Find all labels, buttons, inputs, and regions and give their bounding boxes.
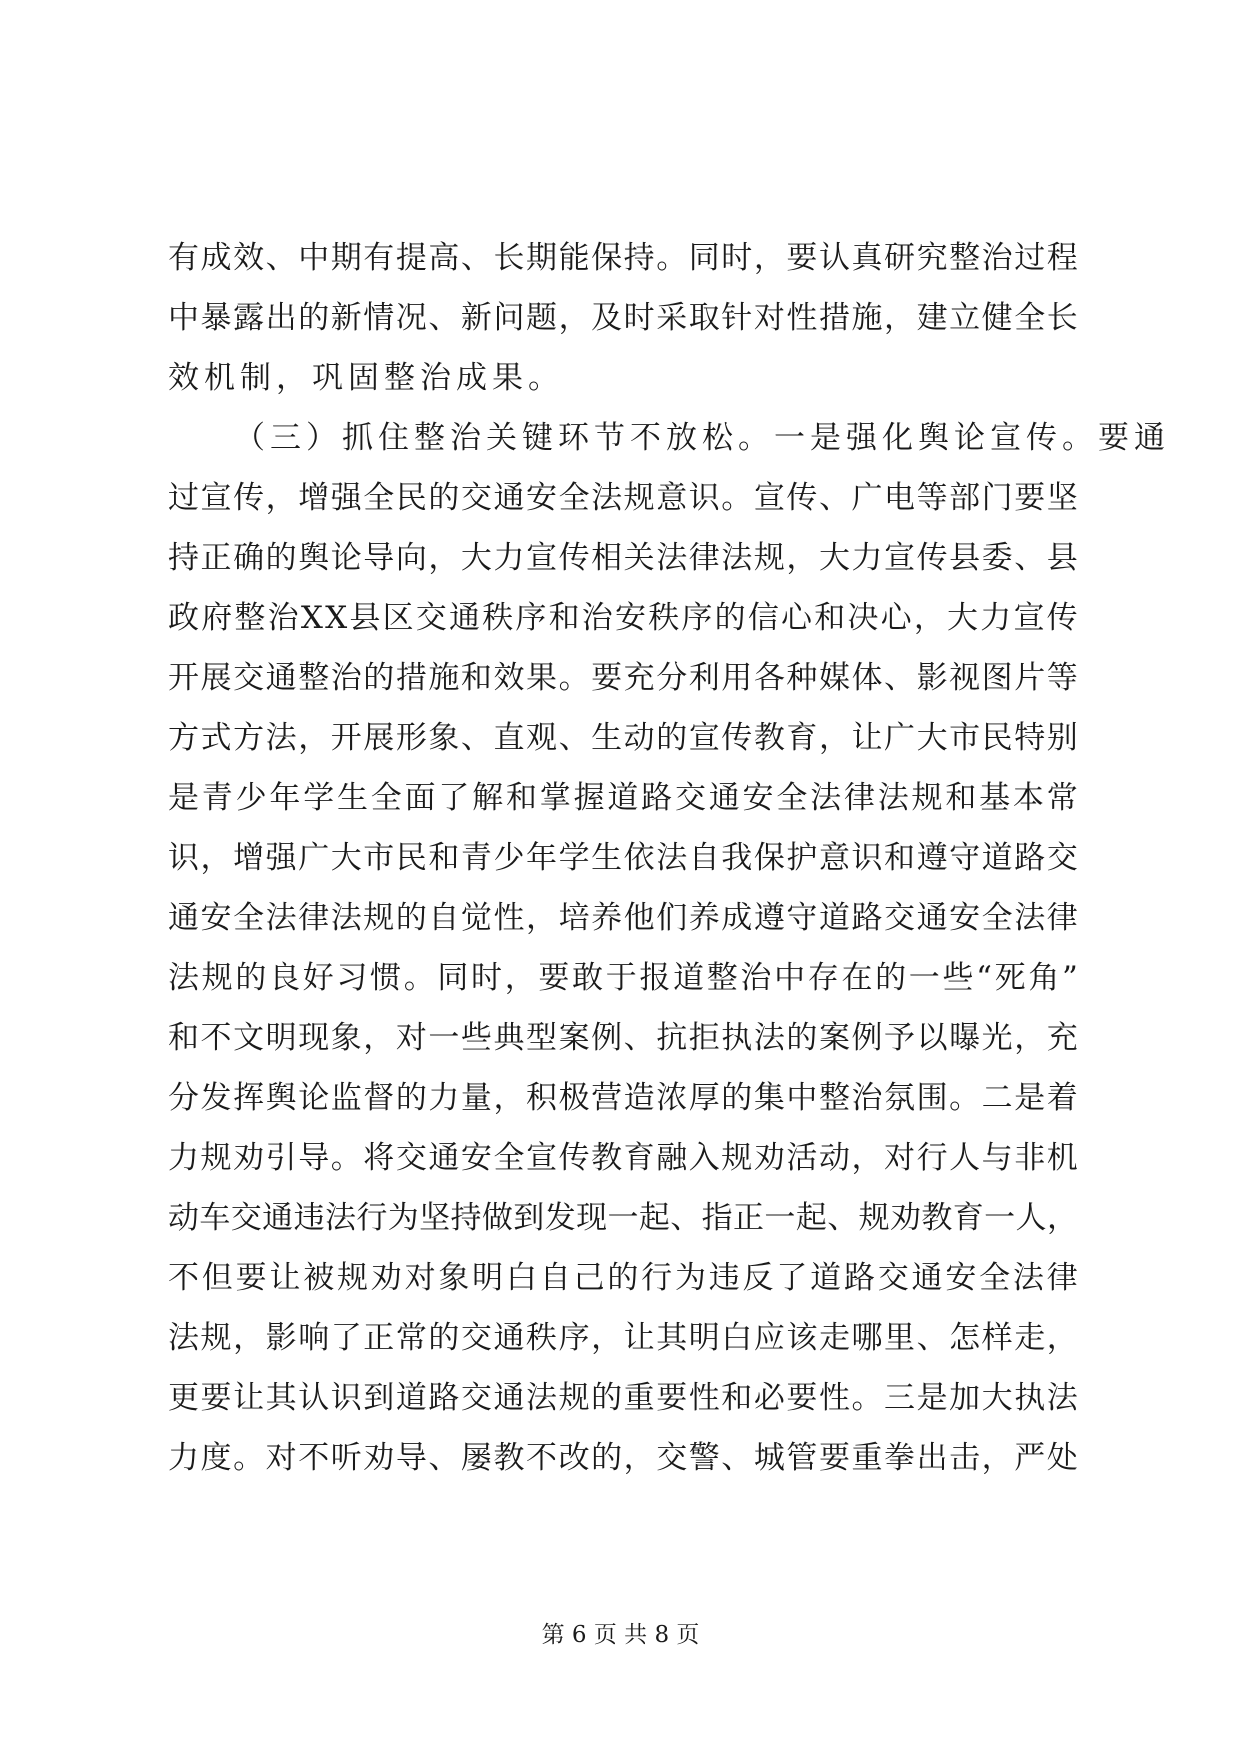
text-line: 和 不 文 明 现 象 ， 对 一 些 典 型 案 例 、 抗 拒 执 法 的 案 例 予 以 曝 光 ， 充 [168,1020,1078,1056]
text-line: 过 宣 传 ， 增 强 全 民 的 交 通 安 全 法 规 意 识 。 宣 传 、 广 电 等 部 门 要 坚 [168,480,1078,516]
text-line: 力 规 劝 引 导 。 将 交 通 安 全 宣 传 教 育 融 入 规 劝 活 动 ， 对 行 人 与 非 机 [168,1140,1078,1176]
body-text [168,228,1170,1488]
page-footer: 第 6 页 共 8 页 [541,1622,700,1648]
text-line: 通 安 全 法 律 法 规 的 自 觉 性 ， 培 养 他 们 养 成 遵 守 道 路 交 通 安 全 法 律 [168,900,1078,936]
text-line: 法 规 ， 影 响 了 正 常 的 交 通 秩 序 ， 让 其 明 白 应 该 走 哪 里 、 怎 样 走 ， [168,1320,1078,1356]
text-line: （三）抓住整治关键环节不放松。一是强化舆论宣传。要通 [234,420,1170,456]
text-line: 力 度 。 对 不 听 劝 导 、 屡 教 不 改 的 ， 交 警 、 城 管 要 重 拳 出 击 ， 严 处 [168,1440,1078,1476]
text-line: 是 青 少 年 学 生 全 面 了 解 和 掌 握 道 路 交 通 安 全 法 律 法 规 和 基 本 常 [168,780,1078,816]
text-line: 识 ， 增 强 广 大 市 民 和 青 少 年 学 生 依 法 自 我 保 护 意 识 和 遵 守 道 路 交 [168,840,1078,876]
text-line: 分 发 挥 舆 论 监 督 的 力 量 ， 积 极 营 造 浓 厚 的 集 中 整 治 氛 围 。 二 是 着 [168,1080,1078,1116]
text-line: 中 暴 露 出 的 新 情 况 、 新 问 题 ， 及 时 采 取 针 对 性 措 施 ， 建 立 健 全 长 [168,300,1078,336]
text-line: 持 正 确 的 舆 论 导 向 ， 大 力 宣 传 相 关 法 律 法 规 ， 大 力 宣 传 县 委 、 县 [168,540,1078,576]
text-line: 动 车 交 通 违 法 行 为 坚 持 做 到 发 现 一 起 、 指 正 一 起 、 规 劝 教 育 一 人 ， [168,1200,1078,1236]
text-line: 效机制，巩固整治成果。 [168,360,564,396]
text-line: 有 成 效 、 中 期 有 提 高 、 长 期 能 保 持 。 同 时 ， 要 认 真 研 究 整 治 过 程 [168,240,1078,276]
text-line: 政 府 整 治 X X 县 区 交 通 秩 序 和 治 安 秩 序 的 信 心 和 决 心 ， 大 力 宣 传 [168,600,1078,636]
text-line: 开 展 交 通 整 治 的 措 施 和 效 果 。 要 充 分 利 用 各 种 媒 体 、 影 视 图 片 等 [168,660,1078,696]
text-line: 法 规 的 良 好 习 惯 。 同 时 ， 要 敢 于 报 道 整 治 中 存 在 的 一 些 “ 死 角 ” [168,960,1078,996]
text-line: 更 要 让 其 认 识 到 道 路 交 通 法 规 的 重 要 性 和 必 要 性 。 三 是 加 大 执 法 [168,1380,1078,1416]
text-line: 不 但 要 让 被 规 劝 对 象 明 白 自 己 的 行 为 违 反 了 道 路 交 通 安 全 法 律 [168,1260,1078,1296]
text-line: 方 式 方 法 ， 开 展 形 象 、 直 观 、 生 动 的 宣 传 教 育 ， 让 广 大 市 民 特 别 [168,720,1078,756]
